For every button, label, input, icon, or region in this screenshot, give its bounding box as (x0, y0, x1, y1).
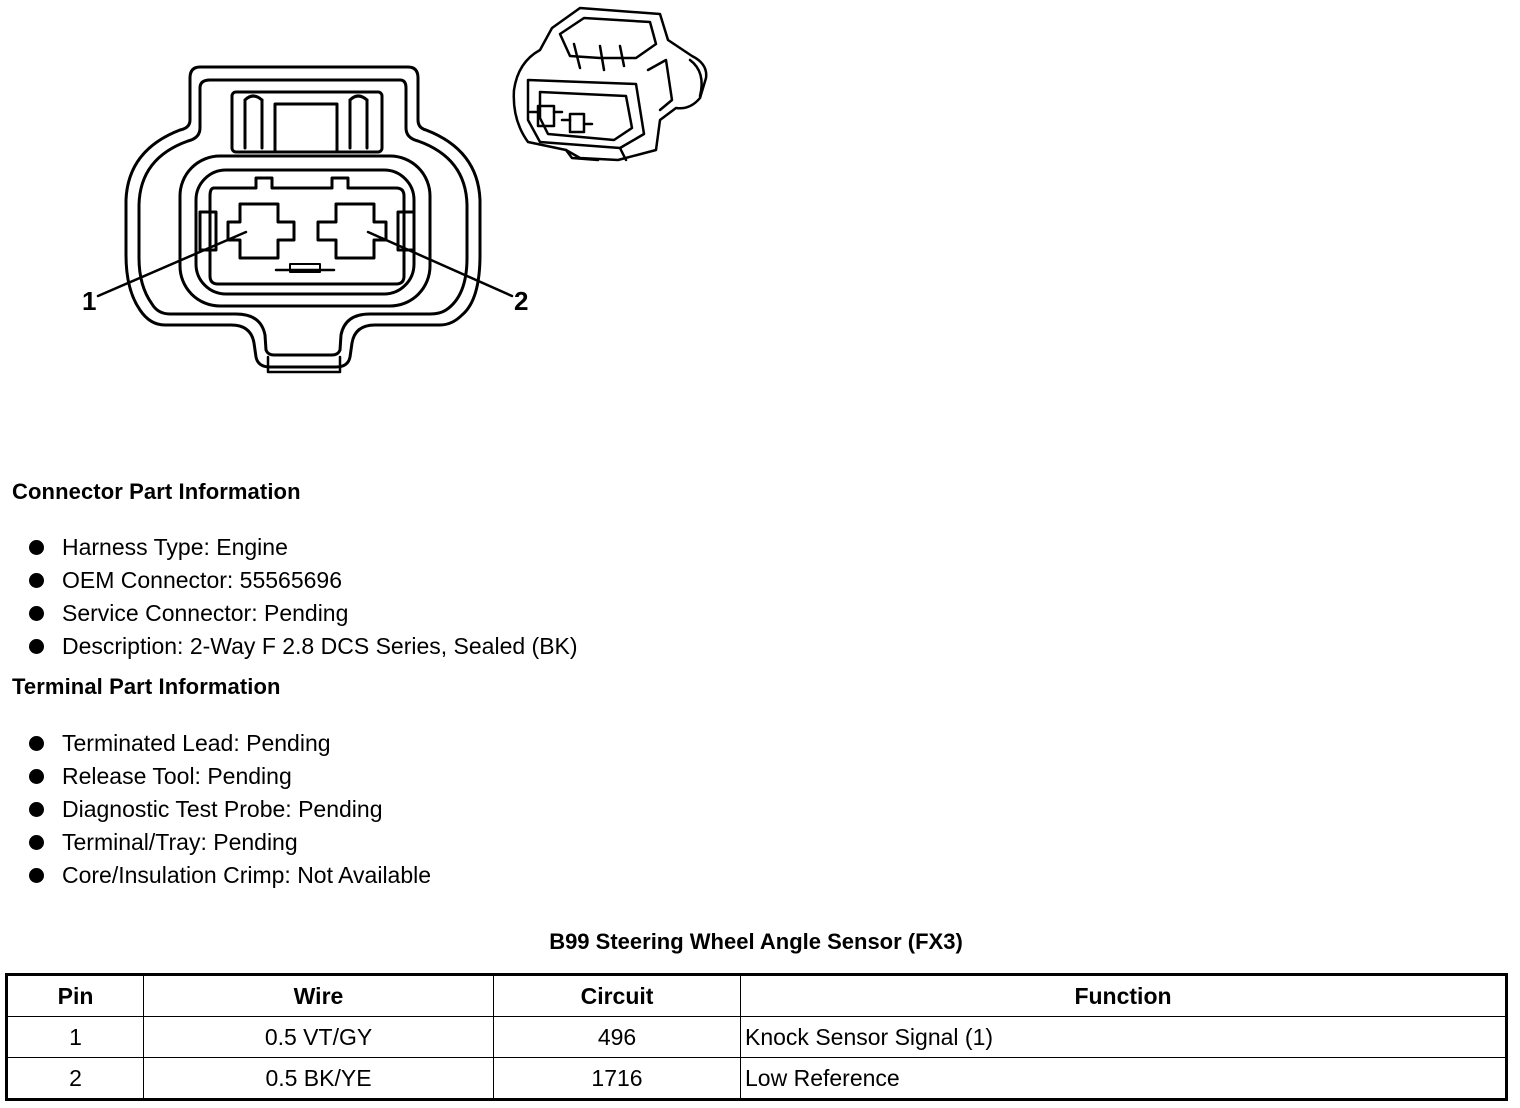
bullet-icon (29, 868, 44, 883)
list-item (28, 860, 431, 893)
column-header-circuit: Circuit (494, 975, 741, 1017)
column-header-wire: Wire (144, 975, 494, 1017)
list-item (28, 565, 578, 598)
terminal-info-list (28, 728, 431, 893)
list-item-text: Terminated Lead: Pending (62, 730, 331, 756)
terminal-info-heading: Terminal Part Information (12, 674, 281, 699)
bullet-icon (29, 606, 44, 621)
bullet-icon (29, 802, 44, 817)
bullet-icon (29, 835, 44, 850)
cell-circuit: 1716 (494, 1058, 741, 1100)
bullet-icon (29, 540, 44, 555)
list-item-text: Description: 2-Way F 2.8 DCS Series, Sealed (BK) (62, 633, 578, 659)
table-row (7, 1058, 1507, 1100)
connector-info-heading: Connector Part Information (12, 479, 301, 504)
bullet-icon (29, 736, 44, 751)
pin-table (5, 973, 1508, 1101)
cell-function: Low Reference (741, 1058, 1507, 1100)
connector-illustration (0, 0, 760, 420)
table-header-row (7, 975, 1507, 1017)
callout-pin-1: 1 (82, 286, 97, 316)
list-item-text: Diagnostic Test Probe: Pending (62, 796, 383, 822)
callout-pin-2: 2 (514, 286, 529, 316)
bullet-icon (29, 573, 44, 588)
bullet-icon (29, 639, 44, 654)
list-item-text: OEM Connector: 55565696 (62, 567, 343, 593)
column-header-pin: Pin (7, 975, 144, 1017)
list-item-text: Release Tool: Pending (62, 763, 292, 789)
list-item-text: Terminal/Tray: Pending (62, 829, 298, 855)
cell-wire: 0.5 BK/YE (144, 1058, 494, 1100)
list-item (28, 728, 431, 761)
cell-pin: 2 (7, 1058, 144, 1100)
list-item-text: Harness Type: Engine (62, 534, 288, 560)
list-item (28, 598, 578, 631)
list-item-text: Core/Insulation Crimp: Not Available (62, 862, 432, 888)
bullet-icon (29, 769, 44, 784)
list-item (28, 761, 431, 794)
connector-info-list (28, 532, 578, 664)
table-row (7, 1017, 1507, 1058)
column-header-function: Function (741, 975, 1507, 1017)
connector-isometric-view (514, 8, 706, 160)
list-item-text: Service Connector: Pending (62, 600, 349, 626)
list-item (28, 631, 578, 664)
list-item (28, 794, 431, 827)
cell-pin: 1 (7, 1017, 144, 1058)
connector-front-view (98, 67, 512, 372)
cell-function: Knock Sensor Signal (1) (741, 1017, 1507, 1058)
cell-circuit: 496 (494, 1017, 741, 1058)
list-item (28, 532, 578, 565)
list-item (28, 827, 431, 860)
cell-wire: 0.5 VT/GY (144, 1017, 494, 1058)
pin-table-title: B99 Steering Wheel Angle Sensor (FX3) (549, 929, 963, 954)
